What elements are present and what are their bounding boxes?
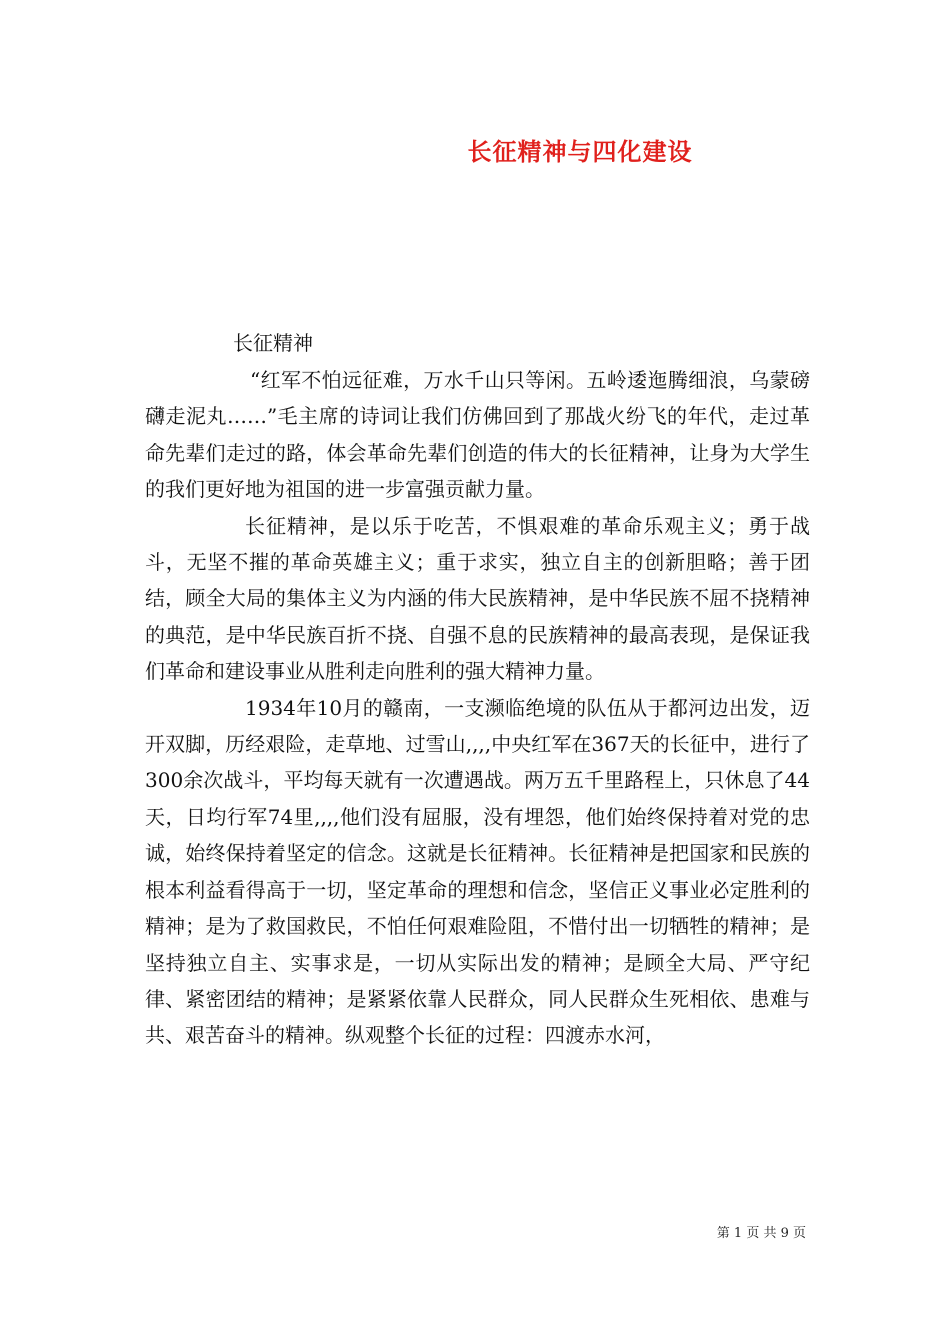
document-title: 长征精神与四化建设 [467, 137, 693, 166]
document-body [145, 362, 810, 1054]
section-heading: 长征精神 [233, 331, 313, 355]
paragraph: “红军不怕远征难，万水千山只等闲。五岭逶迤腾细浪，乌蒙磅礴走泥丸……”毛主席的诗词让我们仿佛回到了那战火纷飞的年代，走过革命先辈们走过的路，体会革命先辈们创造的伟大的长征精神，让身为大学生的我们更好地为祖国的进一步富强贡献力量。 [145, 368, 810, 502]
paragraph: 长征精神，是以乐于吃苦，不惧艰难的革命乐观主义；勇于战斗，无坚不摧的革命英雄主义；重于求实，独立自主的创新胆略；善于团结，顾全大局的集体主义为内涵的伟大民族精神，是中华民族不屈不挠精神的典范，是中华民族百折不挠、自强不息的民族精神的最高表现，是保证我们革命和建设事业从胜利走向胜利的强大精神力量。 [145, 513, 810, 684]
page-number-footer: 第 1 页 共 9 页 [716, 1226, 806, 1241]
paragraph: 1934年10月的赣南，一支濒临绝境的队伍从于都河边出发，迈开双脚，历经艰险，走草地、过雪山,,,,中央红军在367天的长征中，进行了300余次战斗，平均每天就有一次遭遇战。两万五千里路程上，只休息了44天，日均行军74里,,,,他们没有屈服，没有埋怨，他们始终保持着对党的忠诚，始终保持着坚定的信念。这就是长征精神。长征精神是把国家和民族的根本利益看得高于一切，坚定革命的理想和信念，坚信正义事业必定胜利的精神；是为了救国救民，不怕任何艰难险阻，不惜付出一切牺牲的精神；是坚持独立自主、实事求是，一切从实际出发的精神；是顾全大局、严守纪律、紧密团结的精神；是紧紧依靠人民群众，同人民群众生死相依、患难与共、艰苦奋斗的精神。纵观整个长征的过程：四渡赤水河， [145, 695, 810, 1048]
